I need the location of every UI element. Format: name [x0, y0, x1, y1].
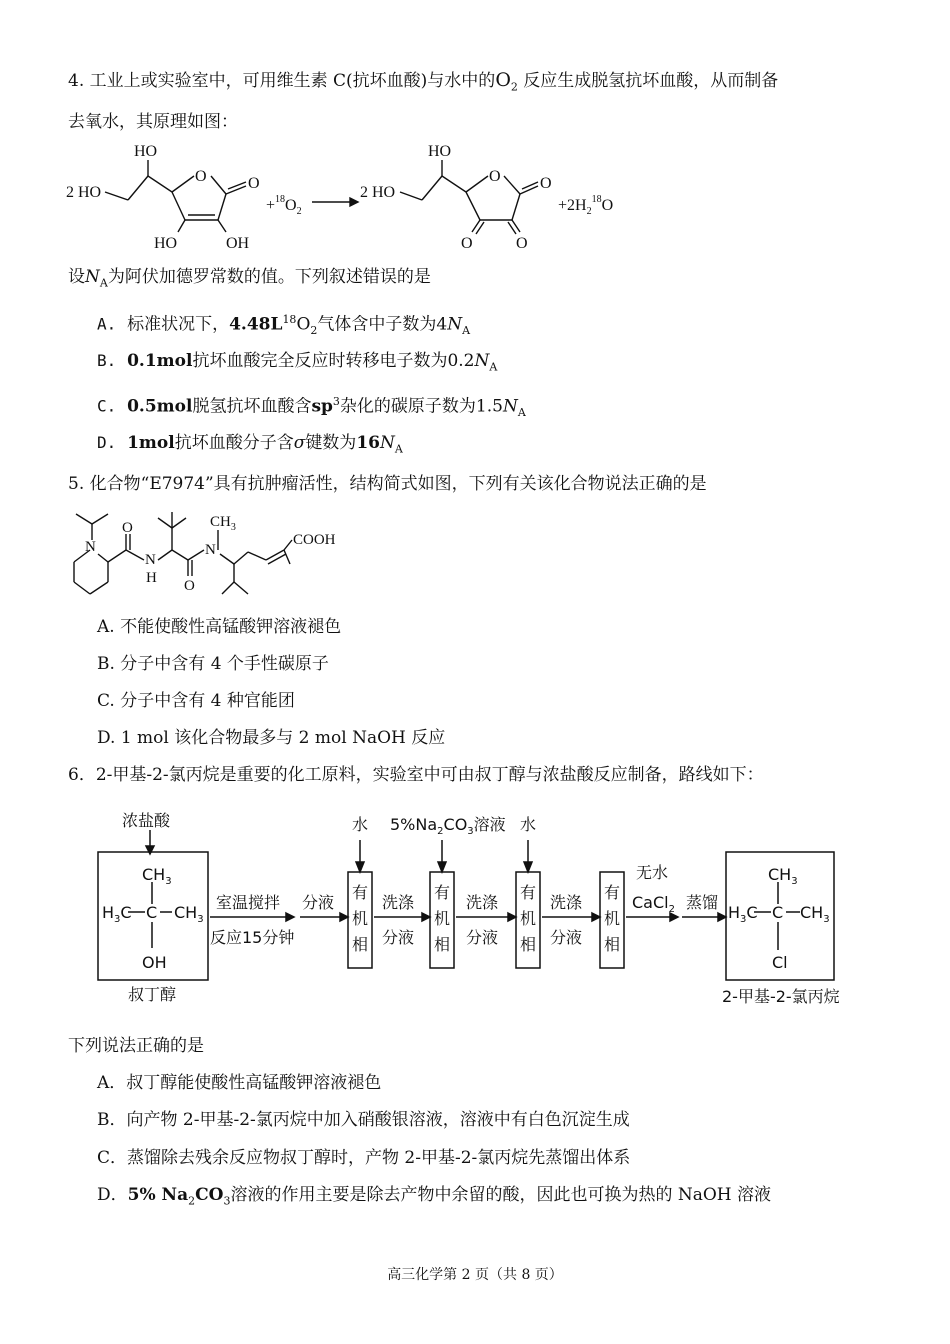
q5-stem: 5. 化合物“E7974”具有抗肿瘤活性，结构简式如图，下列有关该化合物说法正确的是: [68, 474, 707, 494]
svg-text:洗涤: 洗涤: [550, 893, 583, 912]
q5-ch3: $CH_3$: [210, 514, 236, 533]
q5-n1: N: [85, 539, 96, 555]
svg-text:相: 相: [520, 935, 537, 954]
q5-o1: O: [122, 520, 133, 536]
svg-text:机: 机: [520, 909, 537, 928]
distill-label: 蒸馏: [686, 893, 719, 912]
p-ho-top: HO: [428, 143, 452, 160]
q5-option-a: A. 不能使酸性高锰酸钾溶液褪色: [97, 617, 342, 637]
q4-option-c: C. 0.5mol脱氢抗坏血酸含$sp^3$杂化的碳原子数为$1.5N_A$: [97, 395, 526, 420]
svg-text:机: 机: [434, 909, 451, 928]
r-o-ring: O: [195, 168, 207, 185]
q5-h: H: [146, 570, 157, 586]
plus-h2o: $+2H_2^{18}O$: [558, 194, 614, 217]
dry-top: 无水: [636, 863, 669, 882]
r-ho-top: HO: [134, 143, 158, 160]
na2co3-label: $5\%Na_2CO_3$溶液: [390, 815, 506, 837]
r-ho-b1: HO: [154, 235, 178, 252]
product-label: 2-甲基-2-氯丙烷: [722, 987, 840, 1006]
svg-text:洗涤: 洗涤: [382, 893, 415, 912]
r-2ho: 2 HO: [66, 184, 102, 201]
q4-option-d: D. 1mol抗坏血酸分子含σ键数为$16N_A$: [97, 433, 403, 456]
svg-text:CH3: $CH_3$: [768, 865, 798, 887]
sep-label: 分液: [302, 893, 335, 912]
q4-intro: 设$N_A$为阿伏加德罗常数的值。下列叙述错误的是: [68, 267, 431, 290]
water-label-1: 水: [352, 815, 369, 834]
step1-bottom: 反应15分钟: [210, 928, 295, 947]
svg-text:分液: 分液: [466, 928, 499, 947]
svg-text:机: 机: [352, 909, 369, 928]
svg-text:有: 有: [520, 883, 537, 902]
q4-option-a: A. 标准状况下，$4.48L^{18}O_2$气体含中子数为$4N_A$: [97, 313, 471, 338]
plus-o2: $+^{18}O_2$: [266, 194, 302, 217]
svg-text:H3C: $H_3C$: [102, 903, 132, 925]
svg-text:有: 有: [604, 883, 621, 902]
q5-option-b: B. 分子中含有 4 个手性碳原子: [97, 654, 329, 674]
page-footer: 高三化学第 2 页（共 8 页）: [387, 1267, 563, 1283]
svg-text:CH3: $CH_3$: [800, 903, 830, 925]
p-o-b1: O: [461, 235, 473, 252]
svg-text:C: C: [146, 903, 158, 922]
q5-cooh: COOH: [293, 532, 336, 548]
svg-text:OH: OH: [142, 953, 167, 972]
q5-n2: N: [145, 552, 156, 568]
tbuoh-label: 叔丁醇: [128, 985, 177, 1004]
dry-bottom: CaCl$_2$: [632, 893, 675, 915]
q6-option-a: A．叔丁醇能使酸性高锰酸钾溶液褪色: [97, 1073, 382, 1093]
q6-intro: 下列说法正确的是: [68, 1036, 204, 1056]
r-ho-b2: OH: [226, 235, 250, 252]
p-o-ring: O: [489, 168, 501, 185]
svg-text:相: 相: [604, 935, 621, 954]
p-o-carbonyl: O: [540, 175, 552, 192]
svg-text:CH3: $CH_3$: [142, 865, 172, 887]
q4-stem-line1: 4. 工业上或实验室中，可用维生素 C(抗坏血酸)与水中的$O_2$ 反应生成脱氢抗坏血酸，从而制备: [68, 69, 779, 94]
q5-n3: N: [205, 542, 216, 558]
r-o-carbonyl: O: [248, 175, 260, 192]
q4-reaction-scheme: [60, 140, 660, 255]
svg-text:CH3: $CH_3$: [174, 903, 204, 925]
q6-stem: 6．2-甲基-2-氯丙烷是重要的化工原料，实验室中可由叔丁醇与浓盐酸反应制备，路线如下：: [68, 765, 764, 785]
svg-text:分液: 分液: [382, 928, 415, 947]
q6-flow-diagram: [90, 800, 850, 1012]
step1-top: 室温搅拌: [216, 893, 281, 912]
q4-stem-line2: 去氧水，其原理如图：: [68, 112, 238, 132]
q5-option-c: C. 分子中含有 4 种官能团: [97, 691, 295, 711]
svg-text:有: 有: [434, 883, 451, 902]
svg-text:相: 相: [352, 935, 369, 954]
q6-option-c: C．蒸馏除去残余反应物叔丁醇时，产物 2-甲基-2-氯丙烷先蒸馏出体系: [97, 1148, 631, 1168]
svg-text:洗涤: 洗涤: [466, 893, 499, 912]
hcl-label: 浓盐酸: [122, 811, 171, 830]
q5-structure: [62, 502, 362, 612]
q5-option-d: D. 1 mol 该化合物最多与 2 mol NaOH 反应: [97, 728, 446, 748]
q5-o2: O: [184, 578, 195, 594]
q6-option-b: B．向产物 2-甲基-2-氯丙烷中加入硝酸银溶液，溶液中有白色沉淀生成: [97, 1110, 630, 1130]
svg-text:分液: 分液: [550, 928, 583, 947]
q6-option-d: D．5% $Na_2CO_3$溶液的作用主要是除去产物中余留的酸，因此也可换为热的 NaOH 溶液: [97, 1185, 772, 1208]
p-2ho: 2 HO: [360, 184, 396, 201]
svg-text:有: 有: [352, 883, 369, 902]
q4-option-b: B. 0.1mol抗坏血酸完全反应时转移电子数为$0.2N_A$: [97, 351, 498, 374]
svg-text:C: C: [772, 903, 784, 922]
svg-text:Cl: Cl: [772, 953, 788, 972]
svg-text:机: 机: [604, 909, 621, 928]
water-label-2: 水: [520, 815, 537, 834]
svg-text:H3C: $H_3C$: [728, 903, 758, 925]
svg-text:相: 相: [434, 935, 451, 954]
p-o-b2: O: [516, 235, 528, 252]
